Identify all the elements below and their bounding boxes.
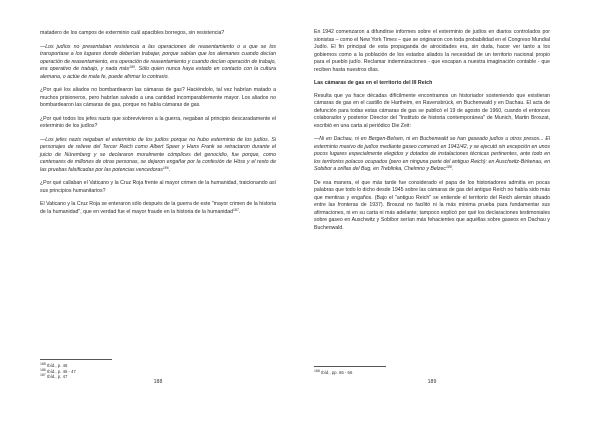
left-page (40, 0, 276, 424)
page-number: 189 (427, 379, 437, 385)
section-heading: Las cámaras de gas en el territorio del III Reich (314, 80, 433, 86)
paragraph: matadero de los campos de exterminio cuál apacibles borregos, sin resistencia? (40, 30, 225, 36)
footnote-ref[interactable]: 185 (129, 65, 135, 70)
paragraph: Resulta que ya hace décadas difícilmente encontramos un historiador sosteniendo que existieran cámaras de gas en el castillo de Hartheim, en Ravensbrück, en Buchenwald y en Dachau. El acta de defunción para todas estas cámaras de gas se publicó el 19 de agosto de 1960, cuando el entonces colaborador y posterior Director del "Instituto de historia contemporánea" de Munich, Martin Broszat, escribió en una carta al periódico Die Zeit: (314, 92, 550, 129)
footnote-divider (40, 359, 112, 360)
footnote-ref[interactable]: 187 (233, 207, 239, 212)
footnote-ref[interactable]: 188 (445, 165, 452, 170)
right-page (314, 0, 550, 424)
paragraph: De esa manera, el que más tarde fue considerado el papa de los historiadores admitía en pocas palabras que todo lo dicho desde 1945 sobre las cámaras de gas del antiguo Reich no había sido más que mentiras y engaños. (Bajo el "antiguo Reich" se entiende el territorio del Reich alemán situado entre las fronteras de 1937). Broszat no facilitó ni la más mínima prueba para fundamentar sus afirmaciones, ni en su carta ni más adelante; tampoco explicó por qué los declaraciones testimoniales sobre gaseo en Auschwitz y Sobibor serían más fehacientes que aquéllas sobre gaseos en Dachau y Buchenwald. (314, 179, 550, 231)
footnotes (314, 370, 352, 376)
quote-paragraph: —Ni en Dachau, ni en Bergen-Belsen, ni en Buchenwald se han gaseado judíos u otros presos... El exterminio masivo de judíos mediante gaseo comenzó en 1941/42, y se ejecutó sin excepción en unos pocos lugares especialmente elegidos y dotados de instalaciones técnicas pertinentes, ante todo en los territorios polacos ocupados (pero en ninguna parte del antiguo Reich): en Auschwitz-Birkenau, en Sobibor a orillas del Bug, en Treblinka, Chelmno y Belzec$^{188}$. (314, 136, 550, 172)
paragraph: El Vaticano y la Cruz Roja se enteraron sólo después de la guerra de este "mayor crimen de la historia de la humanidad", que en verdad fue el mayor fraude en la historia de la humanidad$^{187}$. (40, 201, 276, 215)
question-paragraph: ¿Por qué los aliados no bombardearon las cámaras de gas? Haciéndolo, tal vez habrían matado a muchos prisioneros, pero habrían salvado a una cantidad incomparablemente mayor. Los aliados no bombardearon las cámaras de gas, porque no había cámaras de gas. (40, 87, 276, 108)
footnote-ref[interactable]: 186 (162, 165, 169, 170)
footnote: $^{185}$ Ibíd., p. 46 (40, 362, 68, 368)
question-paragraph: ¿Por qué todos los jefes nazis que sobrevivieron a la guerra, negaban al principio descaradamente el exterminio de los judíos? (40, 115, 276, 129)
answer-paragraph: —Los judíos no presentaban resistencia a las operaciones de reasentamiento o a que se los transportase a los lugares donde deberían trabajar, porque sabían que los alemanes cuando decían operación de reasentamiento, era operación de reasentamiento y cuando decían operación de trabajo, era operativo de trabajo, y nada más$^{185}$. Sólo quien nunca haya estado en contacto con la cultura alemana, o actúe de mala fe, puede afirmar lo contrario. (40, 43, 276, 80)
footnote: $^{188}$ Ibíd., pp. 65 - 66 (314, 369, 353, 375)
footnote: $^{186}$ Ibíd., p. 46 - 47 (40, 367, 76, 374)
paragraph: En 1942 comenzaron a difundirse informes sobre el exterminio de judíos en diarios controlados por sionistas – como el New York Times – que se originaron con toda probabilidad en el Congreso Mundial Judío. El fin principal de esta propaganda de atrocidades era, sin duda, hacer ver tanto a los gobiernos como a la población de los estados aliados la necesidad de un territorio nacional propio para el pueblo judío. Reclamar indemnizaciones - que escapan a nuestra imaginación contable - que reciben hasta nuestros días. (314, 29, 550, 73)
footnote-divider (314, 366, 386, 367)
left-page-body (40, 30, 276, 222)
right-page-body (314, 29, 550, 238)
footnote: $^{187}$ Ibíd., p. 47 (40, 373, 68, 380)
footnotes (40, 363, 76, 380)
page-number: 188 (153, 379, 163, 385)
question-paragraph: ¿Por qué callaban el Vaticano y la Cruz Roja frente al mayor crimen de la humanidad, traicionando así sus principios humanitarios? (40, 180, 276, 194)
answer-paragraph: —Los jefes nazis negaban el exterminio de los judíos porque no hubo exterminio de los judíos. Si personajes de relieve del Tercer Reich como Albert Speer y Hans Frank se retractaron durante el juicio de Núremberg y se declararon moralmente cómplices del genocidio, fue porque, como centenares de millones de otras personas, se dejaron engañar por la confesión de Höss y el resto de las pruebas falsificadas por las potencias vencedoras$^{186}$. (40, 136, 276, 173)
